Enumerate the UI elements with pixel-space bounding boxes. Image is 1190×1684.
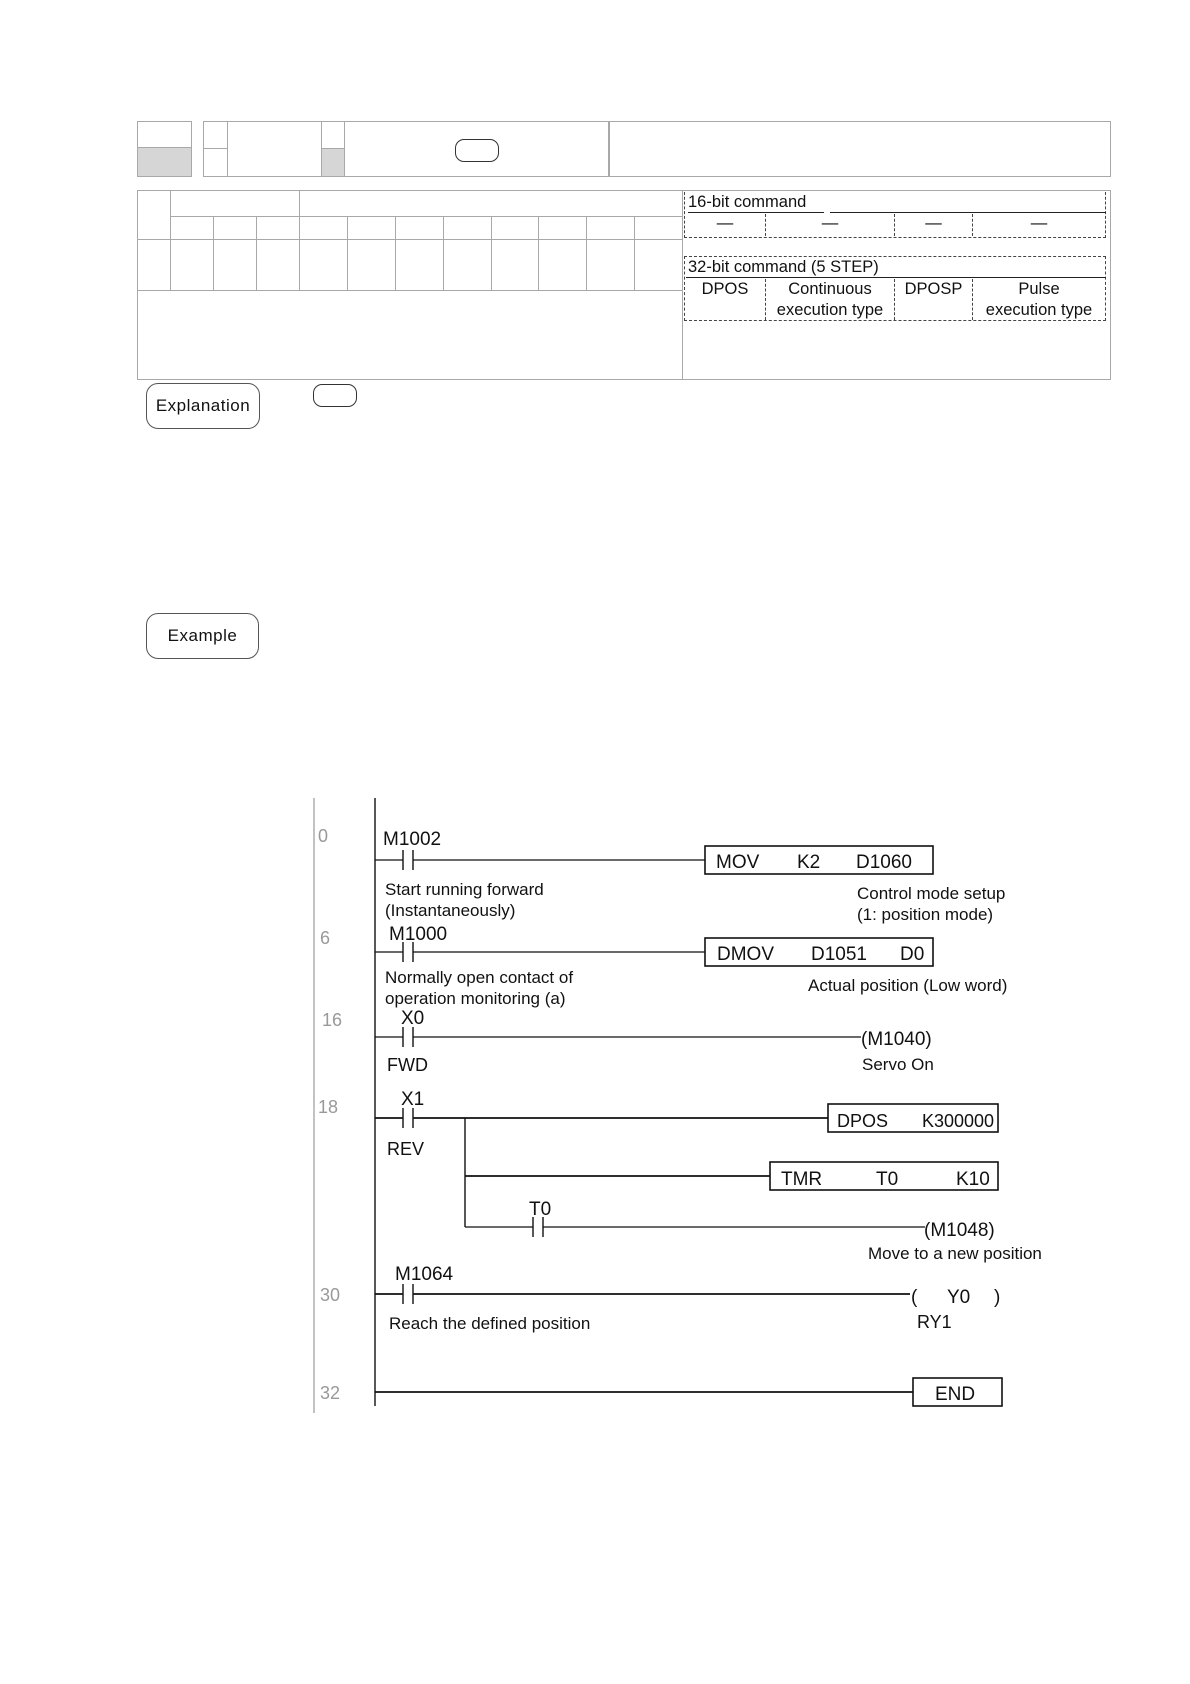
bit32-cell-pulse-2: execution type: [985, 301, 1093, 319]
rung30-coil-open: (: [911, 1287, 918, 1308]
rung0-contact-label: M1002: [383, 829, 442, 850]
bit16-cell-1: —: [716, 214, 734, 232]
rung0-instr-comment-2: (1: position mode): [857, 905, 994, 924]
explanation-label: Explanation: [146, 383, 260, 429]
rung6-contact-label: M1000: [389, 924, 448, 945]
rung18-coil: (M1048): [924, 1220, 995, 1241]
rung0-instr-comment-1: Control mode setup: [857, 884, 1006, 903]
rung6-instr-op2: D0: [900, 944, 925, 965]
rung18-contact-label: X1: [401, 1089, 425, 1110]
rung30-contact-comment: Reach the defined position: [389, 1314, 591, 1333]
bit32-cell-cont-1: Continuous: [788, 280, 872, 298]
bit32-cell-dpos: DPOS: [701, 280, 749, 298]
example-label: Example: [146, 613, 259, 659]
rung30-coil-close: ): [994, 1287, 1001, 1308]
rung30-contact-label: M1064: [395, 1264, 454, 1285]
bit32-cell-pulse-1: Pulse: [1018, 280, 1060, 298]
rung18-coil-comment: Move to a new position: [868, 1244, 1042, 1263]
rung0-instr-mnemonic: MOV: [716, 852, 760, 873]
step-32: 32: [320, 1383, 341, 1403]
rung18-dpos-mnemonic: DPOS: [837, 1111, 889, 1131]
rung0-instr-op2: D1060: [856, 852, 912, 873]
step-6: 6: [320, 928, 331, 948]
rung18-tmr-mnemonic: TMR: [781, 1169, 823, 1190]
rung6-instr-mnemonic: DMOV: [717, 944, 774, 965]
rung18-dpos-operand: K300000: [922, 1111, 995, 1131]
bit32-cell-dposp: DPOSP: [904, 280, 963, 298]
rung16-contact-label: X0: [401, 1008, 425, 1029]
rung18-contact-comment: REV: [387, 1139, 425, 1159]
rung6-contact-comment-2: operation monitoring (a): [385, 989, 566, 1008]
rung16-coil: (M1040): [861, 1029, 932, 1050]
rung0-contact-comment-1: Start running forward: [385, 880, 544, 899]
bit16-cell-2: —: [821, 214, 839, 232]
rung0-instr-op1: K2: [797, 852, 821, 873]
bit32-cell-cont-2: execution type: [776, 301, 884, 319]
rung6-contact-comment-1: Normally open contact of: [385, 968, 574, 987]
bit32-title: 32-bit command (5 STEP): [688, 258, 879, 276]
step-16: 16: [322, 1010, 343, 1030]
rung18-tmr-op1: T0: [876, 1169, 899, 1190]
rung6-instr-comment-1: Actual position (Low word): [808, 976, 1008, 995]
rung18-t0-label: T0: [529, 1199, 552, 1220]
rung16-coil-comment: Servo On: [862, 1055, 934, 1074]
rung30-coil-comment: RY1: [917, 1312, 952, 1332]
step-30: 30: [320, 1285, 341, 1305]
rung6-instr-op1: D1051: [811, 944, 867, 965]
bit16-title: 16-bit command: [688, 192, 824, 213]
rung16-contact-comment: FWD: [387, 1055, 428, 1075]
rung30-coil-label: Y0: [947, 1287, 971, 1308]
step-18: 18: [318, 1097, 339, 1117]
bit16-cell-3: —: [925, 214, 942, 232]
bit16-cell-4: —: [1030, 214, 1048, 232]
rung32-end-label: END: [935, 1384, 976, 1405]
step-0: 0: [318, 826, 329, 846]
rung18-tmr-op2: K10: [956, 1169, 990, 1190]
rung0-contact-comment-2: (Instantaneously): [385, 901, 516, 920]
